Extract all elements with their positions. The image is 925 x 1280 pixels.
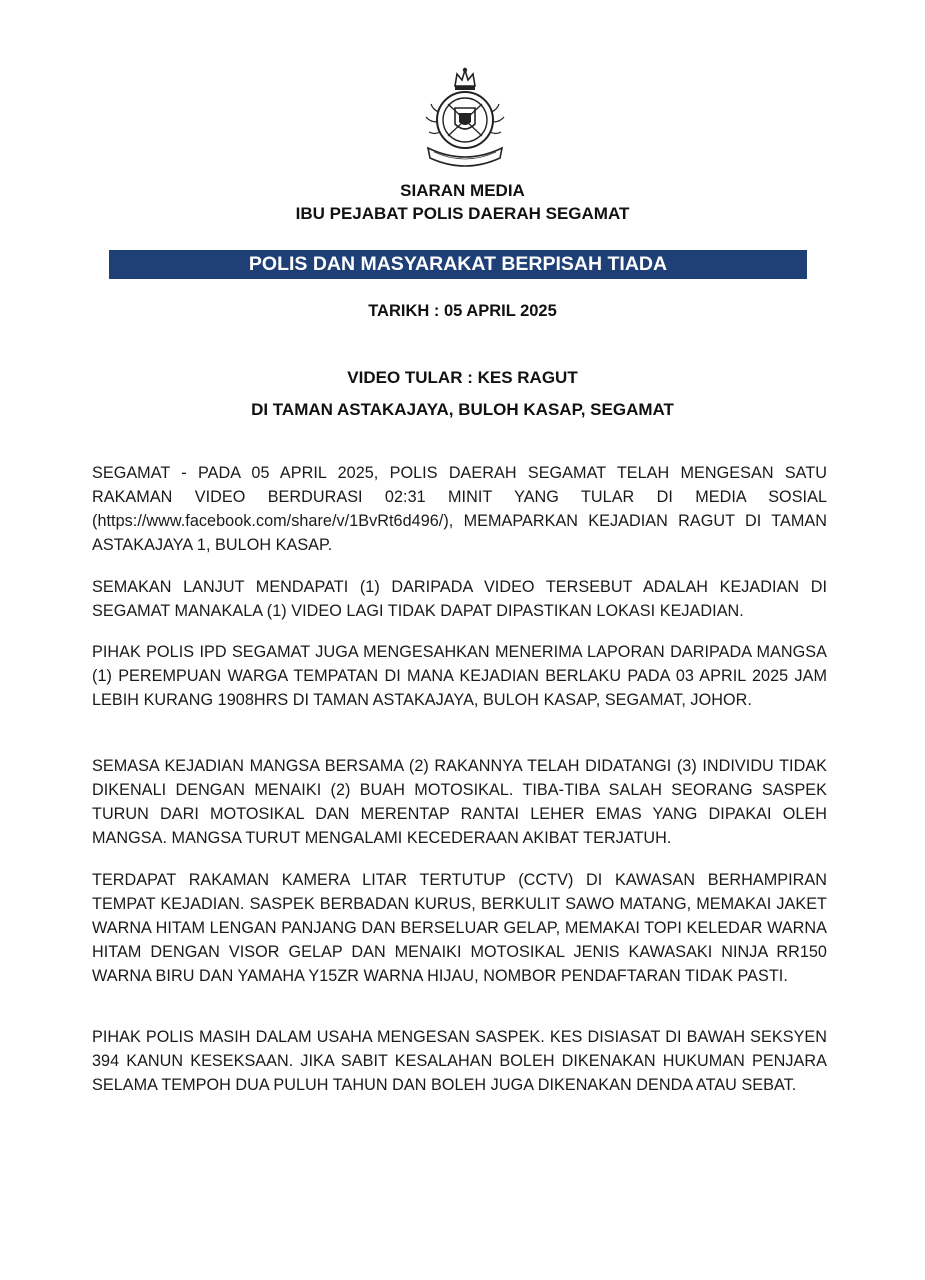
- subject-line-2: DI TAMAN ASTAKAJAYA, BULOH KASAP, SEGAMAT: [251, 400, 674, 419]
- paragraph-5: TERDAPAT RAKAMAN KAMERA LITAR TERTUTUP (CCTV) DI KAWASAN BERHAMPIRAN TEMPAT KEJADIAN. SASPEK BERBADAN KURUS, BERKULIT SAWO MATANG, MEMAKAI JAKET WARNA HITAM LENGAN PANJANG DAN BERSELUAR GELAP, MEMAKAI TOPI KELEDAR WARNA HITAM DENGAN VISOR GELAP DAN MENAIKI MOTOSIKAL JENIS KAWASAKI NINJA RR150 WARNA BIRU DAN YAMAHA Y15ZR WARNA HIJAU, NOMBOR PENDAFTARAN TIDAK PASTI.: [92, 871, 827, 985]
- polis-crest-logo: [422, 66, 508, 168]
- paragraph-2: SEMAKAN LANJUT MENDAPATI (1) DARIPADA VIDEO TERSEBUT ADALAH KEJADIAN DI SEGAMAT MANAKALA (1) VIDEO LAGI TIDAK DAPAT DIPASTIKAN LOKASI KEJADIAN.: [92, 578, 827, 620]
- subject-line-1: VIDEO TULAR : KES RAGUT: [347, 368, 578, 387]
- paragraph-1: SEGAMAT - PADA 05 APRIL 2025, POLIS DAERAH SEGAMAT TELAH MENGESAN SATU RAKAMAN VIDEO BERDURASI 02:31 MINIT YANG TULAR DI MEDIA SOSIAL (https://www.facebook.com/share/v/1BvRt6d496/), MEMAPARKAN KEJADIAN RAGUT DI TAMAN ASTAKAJAYA 1, BULOH KASAP.: [92, 464, 827, 554]
- polis-crest-icon: [422, 66, 508, 168]
- slogan-banner: POLIS DAN MASYARAKAT BERPISAH TIADA: [109, 250, 807, 279]
- paragraph-6: PIHAK POLIS MASIH DALAM USAHA MENGESAN SASPEK. KES DISIASAT DI BAWAH SEKSYEN 394 KANUN KESEKSAAN. JIKA SABIT KESALAHAN BOLEH DIKENAKAN HUKUMAN PENJARA SELAMA TEMPOH DUA PULUH TAHUN DAN BOLEH JUGA DIKENAKAN DENDA ATAU SEBAT.: [92, 1028, 827, 1094]
- media-release-title: SIARAN MEDIA: [400, 181, 525, 200]
- paragraph-3: PIHAK POLIS IPD SEGAMAT JUGA MENGESAHKAN MENERIMA LAPORAN DARIPADA MANGSA (1) PEREMPUAN WARGA TEMPATAN DI MANA KEJADIAN BERLAKU PADA 03 APRIL 2025 JAM LEBIH KURANG 1908HRS DI TAMAN ASTAKAJAYA, BULOH KASAP, SEGAMAT, JOHOR.: [92, 643, 827, 709]
- release-date: TARIKH : 05 APRIL 2025: [368, 302, 557, 320]
- issuer-name: IBU PEJABAT POLIS DAERAH SEGAMAT: [295, 204, 630, 223]
- paragraph-4: SEMASA KEJADIAN MANGSA BERSAMA (2) RAKANNYA TELAH DIDATANGI (3) INDIVIDU TIDAK DIKENALI DENGAN MENAIKI (2) BUAH MOTOSIKAL. TIBA-TIBA SALAH SEORANG SASPEK TURUN DARI MOTOSIKAL DAN MERENTAP RANTAI LEHER EMAS YANG DIPAKAI OLEH MANGSA. MANGSA TURUT MENGALAMI KECEDERAAN AKIBAT TERJATUH.: [92, 757, 827, 847]
